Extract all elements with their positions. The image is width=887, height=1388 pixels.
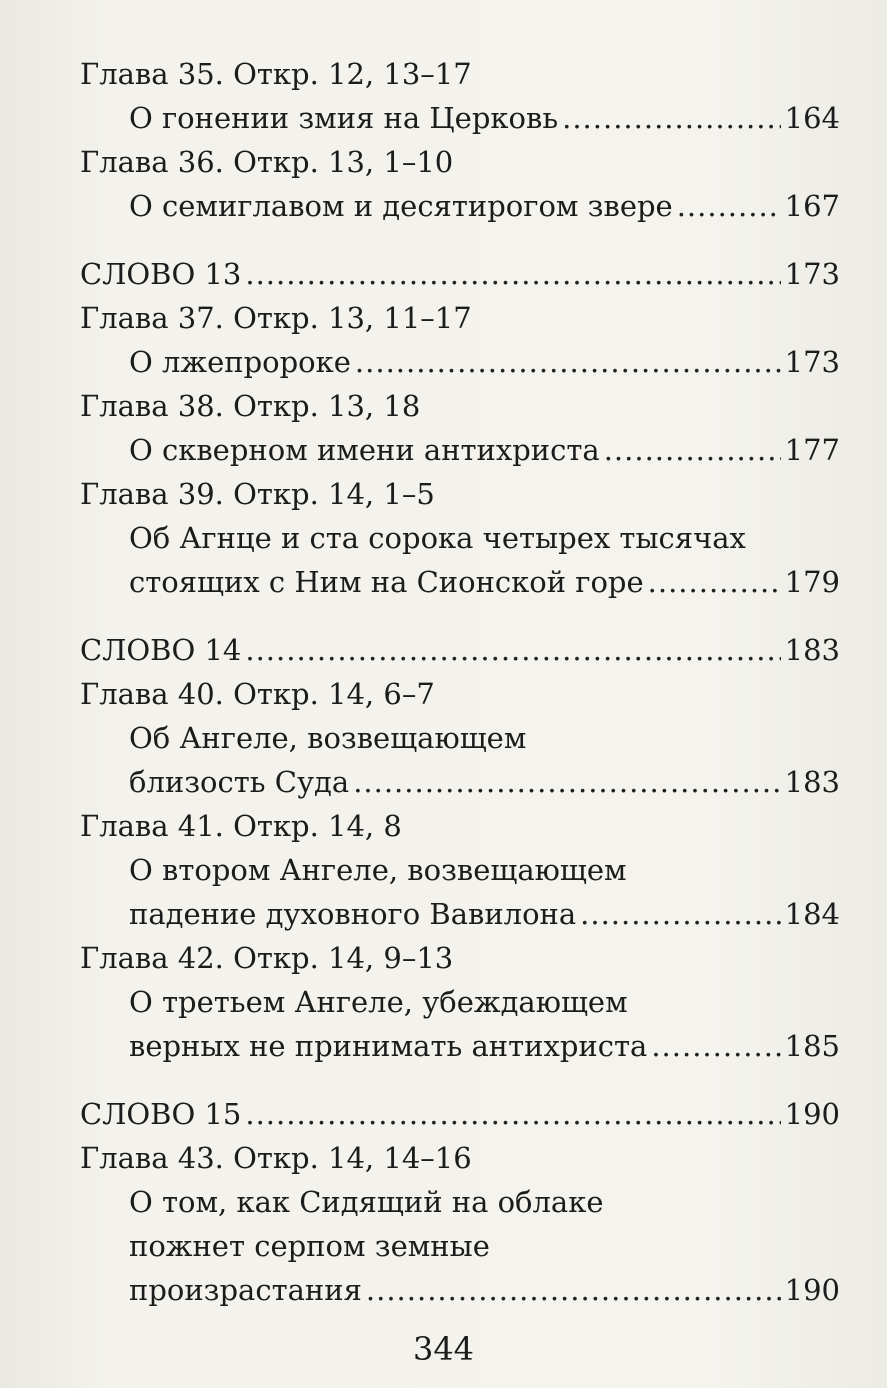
chapter-title: Глава 40. Откр. 14, 6–7 [80, 677, 435, 711]
entry-page-number: 183 [784, 765, 840, 799]
entry-title: О гонении змия на Церковь [129, 101, 559, 135]
toc-entry [129, 340, 840, 384]
entry-title: О семиглавом и десятирогом звере [129, 189, 673, 223]
entry-page-number: 179 [784, 565, 840, 599]
entry-title: СЛОВО 13 [80, 257, 242, 291]
entry-page-number: 164 [784, 101, 840, 135]
entry-page-number: 177 [784, 433, 840, 467]
toc-chapter-heading [80, 384, 840, 428]
toc-entry [129, 428, 840, 472]
toc-entry [129, 892, 840, 936]
dot-leader [562, 96, 781, 140]
table-of-contents [80, 52, 840, 1312]
chapter-title: Глава 37. Откр. 13, 11–17 [80, 301, 472, 335]
toc-entry-line [80, 760, 840, 804]
entry-title: СЛОВО 14 [80, 633, 242, 667]
chapter-title: Глава 36. Откр. 13, 1–10 [80, 145, 454, 179]
entry-page-number: 190 [784, 1273, 840, 1307]
entry-title: О скверном имени антихриста [129, 433, 600, 467]
entry-page-number: 167 [784, 189, 840, 223]
toc-entry [80, 252, 840, 296]
dot-leader [245, 628, 780, 672]
toc-chapter-heading [80, 52, 840, 96]
dot-leader [355, 340, 781, 384]
toc-entry [129, 1024, 840, 1068]
dot-leader [245, 1092, 780, 1136]
entry-title: верных не принимать антихриста [129, 1029, 648, 1063]
entry-title: близость Суда [129, 765, 350, 799]
toc-chapter-heading [80, 472, 840, 516]
toc-entry [80, 1092, 840, 1136]
toc-entry-line [80, 340, 840, 384]
toc-chapter-heading [80, 936, 840, 980]
toc-entry-line [80, 516, 840, 560]
toc-sermon-entry [80, 628, 840, 672]
entry-page-number: 185 [784, 1029, 840, 1063]
entry-title: О третьем Ангеле, убеждающем [129, 985, 628, 1019]
toc-entry-line [80, 184, 840, 228]
entry-page-number: 173 [784, 257, 840, 291]
entry-page-number: 184 [784, 897, 840, 931]
entry-title: О том, как Сидящий на облаке [129, 1185, 604, 1219]
toc-entry-line [80, 96, 840, 140]
chapter-title: Глава 38. Откр. 13, 18 [80, 389, 421, 423]
entry-title: Об Ангеле, возвещающем [129, 721, 527, 755]
dot-leader [580, 892, 780, 936]
toc-entry-line [80, 1268, 840, 1312]
entry-title: Об Агнце и ста сорока четырех тысячах [129, 521, 746, 555]
toc-entry-line [80, 848, 840, 892]
toc-entry [129, 1268, 840, 1312]
toc-chapter-heading [80, 140, 840, 184]
toc-sermon-entry [80, 1092, 840, 1136]
entry-title: О втором Ангеле, возвещающем [129, 853, 627, 887]
entry-page-number: 183 [784, 633, 840, 667]
toc-entry [129, 184, 840, 228]
chapter-title: Глава 42. Откр. 14, 9–13 [80, 941, 454, 975]
toc-entry [80, 628, 840, 672]
dot-leader [677, 184, 781, 228]
chapter-title: Глава 43. Откр. 14, 14–16 [80, 1141, 472, 1175]
toc-chapter-heading [80, 296, 840, 340]
entry-title: стоящих с Ним на Сионской горе [129, 565, 644, 599]
toc-entry [129, 96, 840, 140]
chapter-title: Глава 39. Откр. 14, 1–5 [80, 477, 435, 511]
entry-page-number: 190 [784, 1097, 840, 1131]
entry-title: СЛОВО 15 [80, 1097, 242, 1131]
toc-chapter-heading [80, 1136, 840, 1180]
toc-entry-line [80, 716, 840, 760]
entry-title: падение духовного Вавилона [129, 897, 577, 931]
entry-page-number: 173 [784, 345, 840, 379]
toc-entry-line [80, 1224, 840, 1268]
dot-leader [353, 760, 780, 804]
toc-entry-line [80, 1024, 840, 1068]
page-number: 344 [412, 1330, 475, 1368]
entry-title: О лжепророке [129, 345, 351, 379]
toc-entry-line [80, 560, 840, 604]
toc-sermon-entry [80, 252, 840, 296]
toc-entry-line [80, 980, 840, 1024]
toc-entry-line [80, 1180, 840, 1224]
dot-leader [651, 1024, 780, 1068]
toc-chapter-heading [80, 672, 840, 716]
dot-leader [604, 428, 781, 472]
toc-chapter-heading [80, 804, 840, 848]
toc-entry-line [80, 428, 840, 472]
entry-title: произрастания [129, 1273, 362, 1307]
toc-entry [129, 560, 840, 604]
dot-leader [245, 252, 780, 296]
toc-entry-line [80, 892, 840, 936]
chapter-title: Глава 35. Откр. 12, 13–17 [80, 57, 472, 91]
entry-title: пожнет серпом земные [129, 1229, 490, 1263]
dot-leader [648, 560, 781, 604]
toc-entry [129, 760, 840, 804]
chapter-title: Глава 41. Откр. 14, 8 [80, 809, 402, 843]
dot-leader [366, 1268, 781, 1312]
